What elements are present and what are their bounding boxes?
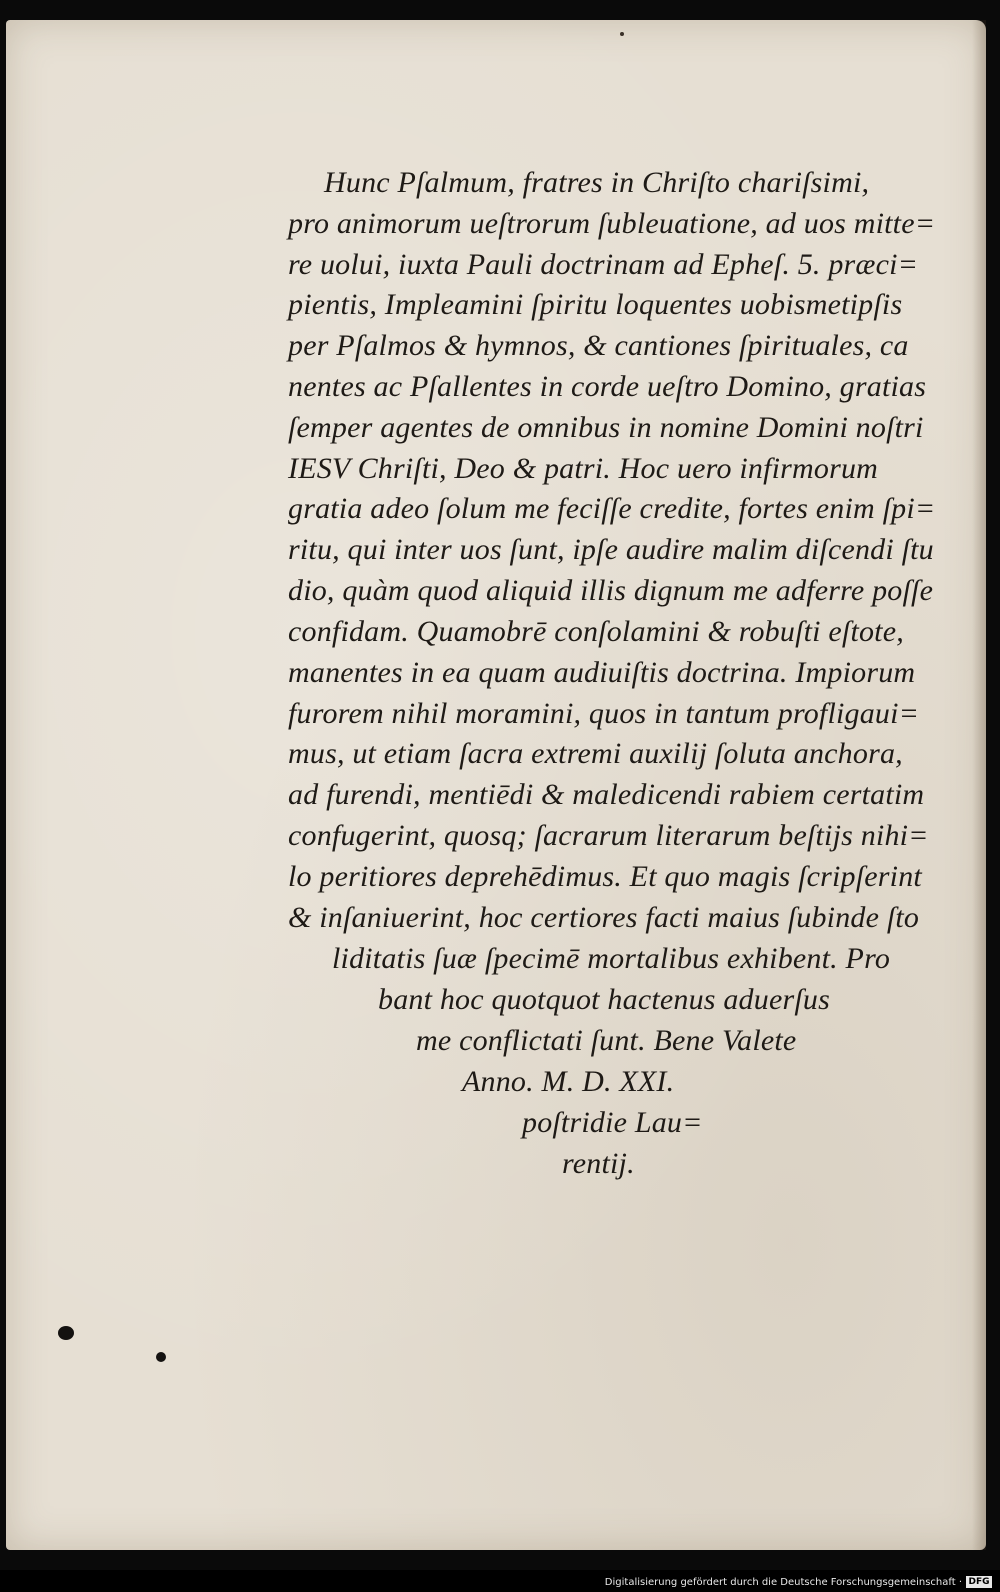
text-line: confugerint, quosq; ſacrarum literarum beſtijs nihi= bbox=[288, 819, 929, 852]
dfg-logo: DFG bbox=[966, 1576, 992, 1588]
text-line: lo peritiores deprehēdimus. Et quo magis ſcripſerint bbox=[288, 860, 922, 893]
text-line: liditatis ſuæ ſpecimē mortalibus exhibent. Pro bbox=[332, 942, 891, 975]
date-line: rentij. bbox=[562, 1147, 635, 1180]
text-line: IESV Chriſti, Deo & patri. Hoc uero infirmorum bbox=[288, 452, 879, 485]
text-line: me conflictati ſunt. Bene Valete bbox=[416, 1024, 797, 1057]
text-line: dio, quàm quod aliquid illis dignum me adferre poſſe bbox=[288, 574, 934, 607]
text-line: confidam. Quamobrē conſolamini & robuſti eſtote, bbox=[288, 615, 904, 648]
text-line: mus, ut etiam ſacra extremi auxilij ſoluta anchora, bbox=[288, 737, 903, 770]
text-line: gratia adeo ſolum me feciſſe credite, fortes enim ſpi= bbox=[288, 492, 936, 525]
text-line: re uolui, iuxta Pauli doctrinam ad Epheſ. 5. præci= bbox=[288, 248, 919, 281]
text-line: ritu, qui inter uos ſunt, ipſe audire malim diſcendi ſtu bbox=[288, 533, 934, 566]
text-line: manentes in ea quam audiuiſtis doctrina. Impiorum bbox=[288, 656, 916, 689]
text-line: furorem nihil moramini, quos in tantum profligaui= bbox=[288, 697, 920, 730]
text-line: nentes ac Pſallentes in corde ueſtro Domino, gratias bbox=[288, 370, 927, 403]
text-line: pientis, Impleamini ſpiritu loquentes uobismetipſis bbox=[288, 288, 903, 321]
date-line: poſtridie Lau= bbox=[522, 1106, 703, 1139]
date-line: Anno. M. D. XXI. bbox=[462, 1065, 675, 1098]
text-line: ſemper agentes de omnibus in nomine Domini noſtri bbox=[288, 411, 924, 444]
text-line: per Pſalmos & hymnos, & cantiones ſpirituales, ca bbox=[288, 329, 909, 362]
text-line: pro animorum ueſtrorum ſubleuatione, ad uos mitte= bbox=[288, 207, 936, 240]
latin-text-block bbox=[6, 20, 986, 1550]
text-line: Hunc Pſalmum, fratres in Chriſto chariſsimi, bbox=[324, 166, 870, 199]
credit-text: Digitalisierung gefördert durch die Deutsche Forschungsgemeinschaft · bbox=[604, 1576, 962, 1588]
book-page bbox=[6, 20, 986, 1550]
text-line: ad furendi, mentiēdi & maledicendi rabiem certatim bbox=[288, 778, 925, 811]
digitization-credit bbox=[605, 1574, 992, 1590]
text-line: & inſaniuerint, hoc certiores facti maius ſubinde ſto bbox=[288, 901, 920, 934]
text-line: bant hoc quotquot hactenus aduerſus bbox=[378, 983, 830, 1016]
